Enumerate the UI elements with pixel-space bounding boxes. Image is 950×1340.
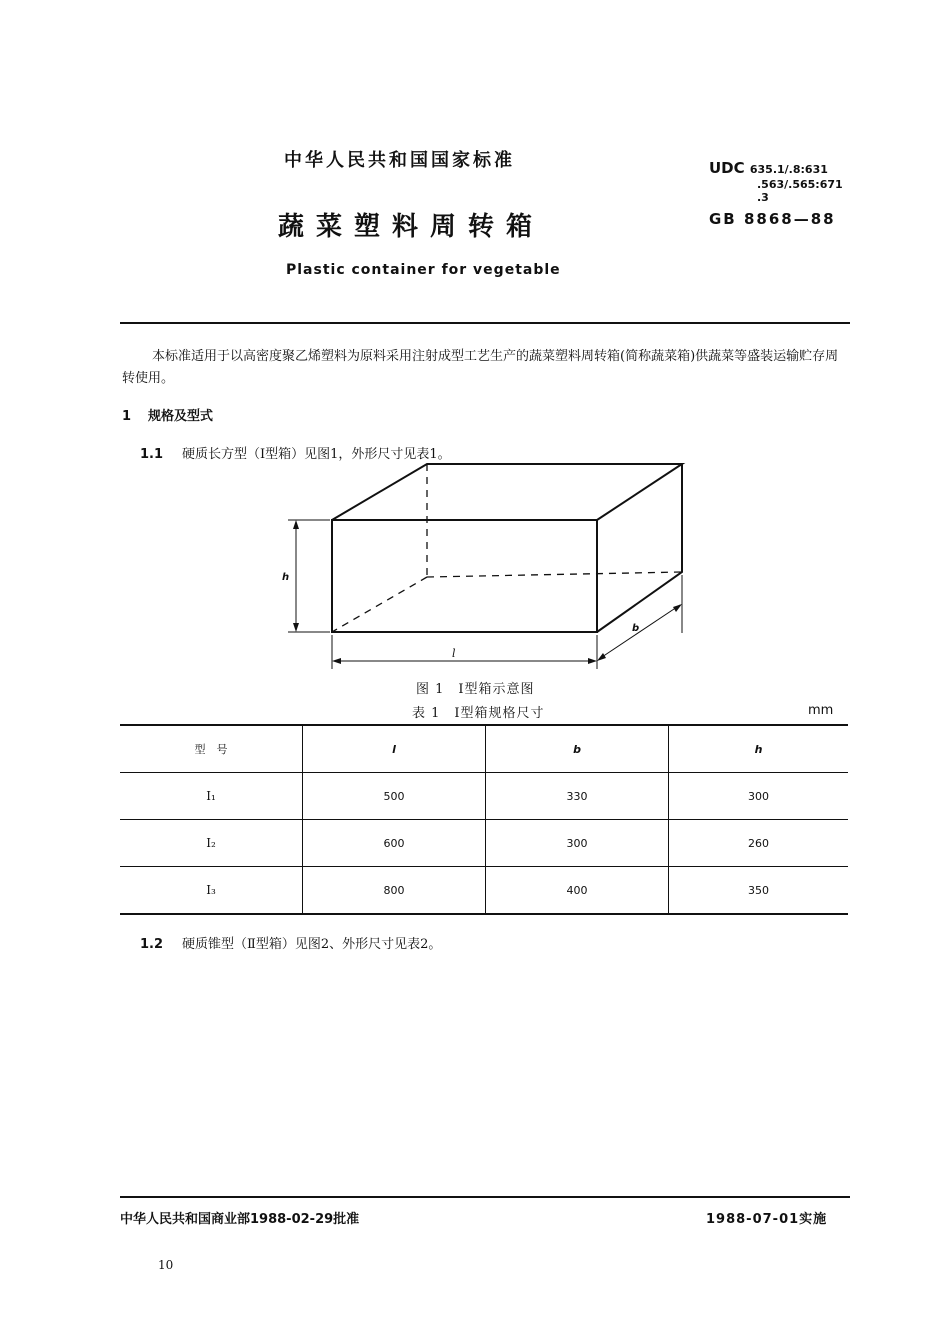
header-width: b xyxy=(486,725,669,773)
cell-width: 400 xyxy=(486,867,669,915)
box-top-face xyxy=(332,464,682,520)
document-title: 蔬菜塑料周转箱 xyxy=(278,212,545,242)
box-front-face xyxy=(332,520,597,632)
b-arrow-front xyxy=(597,653,606,661)
table-row xyxy=(120,773,848,820)
hidden-edge-left xyxy=(332,577,427,632)
clause-1-2-number: 1.2 xyxy=(140,937,164,952)
udc-line1: 635.1/.8:631 xyxy=(749,163,828,176)
header-length: l xyxy=(303,725,486,773)
intro-paragraph: 本标准适用于以高密度聚乙烯塑料为原料采用注射成型工艺生产的蔬菜塑料周转箱(简称蔬菜箱)供蔬菜等盛装运输贮存周转使用。 xyxy=(122,349,839,386)
hidden-edge-back xyxy=(427,572,682,577)
section-1-heading xyxy=(122,405,213,424)
clause-1-1-text: 硬质长方型（Ⅰ型箱）见图1，外形尺寸见表1。 xyxy=(182,447,451,462)
b-dimension-line xyxy=(599,605,680,659)
l-dimension-label: l xyxy=(452,647,456,660)
l-arrow-left xyxy=(332,658,341,664)
cell-length: 500 xyxy=(303,773,486,820)
page-number: 10 xyxy=(158,1258,174,1272)
h-arrow-top xyxy=(293,520,299,529)
header-rule xyxy=(120,322,850,324)
cell-model: Ⅰ₂ xyxy=(120,820,303,867)
cell-height: 350 xyxy=(669,867,849,915)
gb-number: GB 8868—88 xyxy=(709,210,836,228)
h-dimension-label: h xyxy=(282,572,290,583)
cell-height: 260 xyxy=(669,820,849,867)
table-row xyxy=(120,820,848,867)
table-unit: mm xyxy=(808,703,834,718)
h-arrow-bottom xyxy=(293,623,299,632)
header-model: 型 号 xyxy=(120,725,303,773)
b-dimension-label: b xyxy=(632,623,640,634)
cell-width: 330 xyxy=(486,773,669,820)
spec-table xyxy=(120,724,848,915)
cell-model: Ⅰ₃ xyxy=(120,867,303,915)
standard-body-title: 中华人民共和国国家标准 xyxy=(284,150,515,171)
section-1-number: 1 xyxy=(122,409,132,424)
cell-height: 300 xyxy=(669,773,849,820)
english-title: Plastic container for vegetable xyxy=(286,262,561,278)
section-1-title: 规格及型式 xyxy=(148,409,214,424)
udc-code xyxy=(709,160,843,204)
header-height: h xyxy=(669,725,849,773)
cell-length: 600 xyxy=(303,820,486,867)
table-header-row xyxy=(120,725,848,773)
clause-1-2 xyxy=(140,933,441,952)
udc-line2: .563/.565:671 xyxy=(757,178,843,191)
figure-1-diagram xyxy=(280,455,700,670)
table-row xyxy=(120,867,848,915)
clause-1-1-number: 1.1 xyxy=(140,447,164,462)
approval-line: 中华人民共和国商业部1988-02-29批准 xyxy=(120,1212,360,1227)
effective-date: 1988-07-01实施 xyxy=(706,1212,828,1227)
footer-rule xyxy=(120,1196,850,1198)
cell-length: 800 xyxy=(303,867,486,915)
box-right-face xyxy=(597,464,682,632)
table-1-caption: 表 1 Ⅰ型箱规格尺寸 xyxy=(412,706,545,721)
udc-line3: .3 xyxy=(757,191,769,204)
udc-label: UDC xyxy=(709,159,745,177)
l-arrow-right xyxy=(588,658,597,664)
b-arrow-back xyxy=(673,604,682,612)
cell-width: 300 xyxy=(486,820,669,867)
figure-1-caption: 图 1 Ⅰ型箱示意图 xyxy=(416,682,535,697)
cell-model: Ⅰ₁ xyxy=(120,773,303,820)
clause-1-2-text: 硬质锥型（Ⅱ型箱）见图2、外形尺寸见表2。 xyxy=(182,937,442,952)
